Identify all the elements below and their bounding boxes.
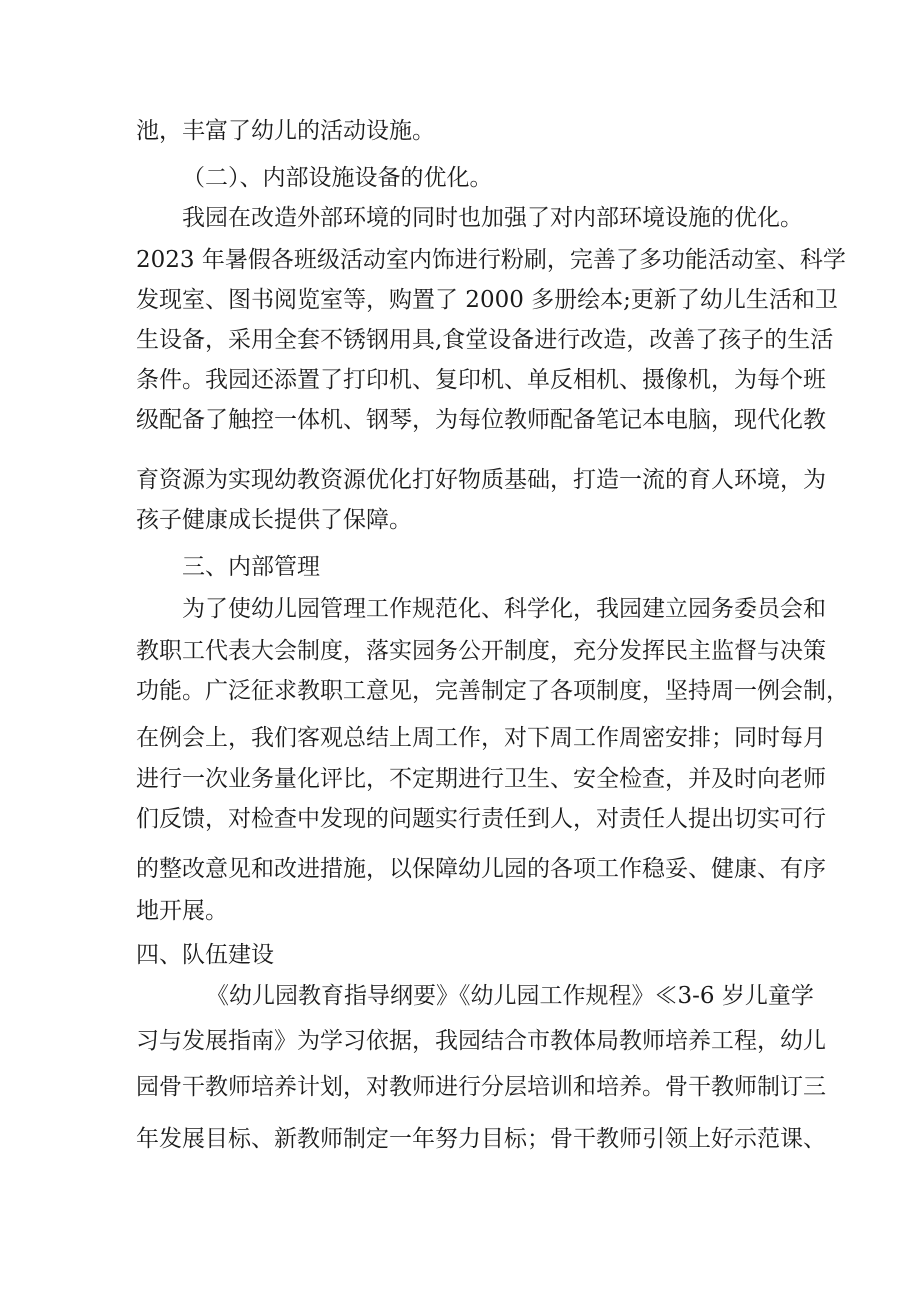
paragraph-line: 园骨干教师培养计划，对教师进行分层培训和培养。骨干教师制订三 — [136, 1074, 826, 1100]
paragraph-line: 育资源为实现幼教资源优化打好物质基础，打造一流的育人环境，为 — [136, 467, 826, 493]
paragraph-line: 进行一次业务量化评比，不定期进行卫生、安全检查，并及时向老师 — [136, 766, 826, 792]
paragraph-line: 教职工代表大会制度，落实园务公开制度，充分发挥民主监督与决策 — [136, 638, 826, 664]
paragraph-line: 池，丰富了幼儿的活动设施。 — [136, 118, 435, 144]
paragraph-line: 年发展目标、新教师制定一年努力目标；骨干教师引领上好示范课、 — [136, 1126, 826, 1152]
paragraph-line: 条件。我园还添置了打印机、复印机、单反相机、摄像机，为每个班 — [136, 367, 826, 393]
paragraph-line: 2023 年暑假各班级活动室内饰进行粉刷，完善了多功能活动室、科学 — [136, 247, 846, 273]
paragraph-line: 生设备，采用全套不锈钢用具,食堂设备进行改造，改善了孩子的生活 — [136, 327, 834, 353]
paragraph-line: 《幼儿园教育指导纲要》《幼儿园工作规程》≪3-6 岁儿童学 — [206, 983, 814, 1009]
paragraph-line: 级配备了触控一体机、钢琴，为每位教师配备笔记本电脑，现代化教 — [136, 407, 826, 433]
paragraph-line: 的整改意见和改进措施，以保障幼儿园的各项工作稳妥、健康、有序 — [136, 856, 826, 882]
paragraph-line: 们反馈，对检查中发现的问题实行责任到人，对责任人提出切实可行 — [136, 806, 826, 832]
paragraph-line: 为了使幼儿园管理工作规范化、科学化，我园建立园务委员会和 — [182, 596, 826, 622]
section-heading: 三、内部管理 — [182, 554, 320, 580]
section-subheading: （二）、内部设施设备的优化。 — [182, 165, 493, 191]
paragraph-line: 孩子健康成长提供了保障。 — [136, 507, 412, 533]
paragraph-line: 地开展。 — [136, 898, 228, 924]
paragraph-line: 我园在改造外部环境的同时也加强了对内部环境设施的优化。 — [182, 205, 803, 231]
paragraph-line: 功能。广泛征求教职工意见，完善制定了各项制度，坚持周一例会制， — [136, 678, 849, 704]
paragraph-line: 在例会上，我们客观总结上周工作，对下周工作周密安排；同时每月 — [136, 725, 826, 751]
paragraph-line: 发现室、图书阅览室等，购置了 2000 多册绘本;更新了幼儿生活和卫 — [136, 287, 838, 313]
section-heading: 四、队伍建设 — [136, 942, 274, 968]
paragraph-line: 习与发展指南》为学习依据，我园结合市教体局教师培养工程，幼儿 — [136, 1028, 826, 1054]
